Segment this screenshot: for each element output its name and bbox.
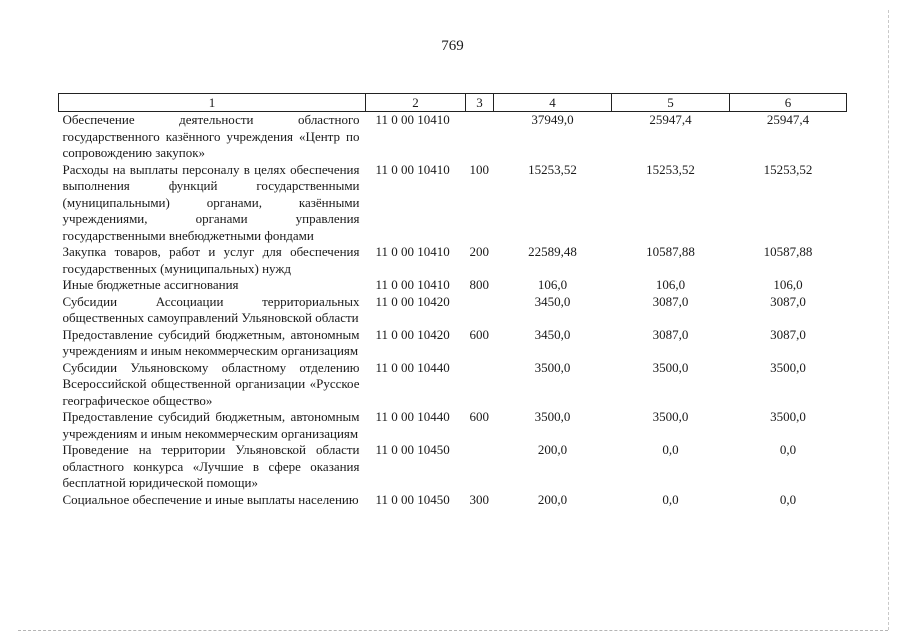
row-value-5: 0,0 xyxy=(662,442,679,457)
row-expense-type xyxy=(466,360,494,410)
row-name: Субсидии Ассоциации территориальных общественных самоуправлений Ульяновской области xyxy=(62,293,360,325)
table-row xyxy=(59,442,847,492)
table-row xyxy=(59,277,847,294)
row-name: Социальное обеспечение и иные выплаты населению xyxy=(62,491,359,507)
row-value-6: 10587,88 xyxy=(763,244,813,259)
table-row xyxy=(59,409,847,442)
budget-table xyxy=(58,93,847,508)
row-value-5: 106,0 xyxy=(655,277,686,292)
row-code: 11 0 00 10410 xyxy=(375,112,450,127)
row-code: 11 0 00 10420 xyxy=(375,293,450,309)
row-name: Расходы на выплаты персоналу в целях обеспечения выполнения функций государственными (муниципальными) органами, казёнными учреждениями, органами управления государственными внебюджетными фондами xyxy=(62,161,360,243)
row-value-6: 0,0 xyxy=(779,442,797,457)
row-value-6: 3500,0 xyxy=(770,359,806,375)
row-value-4: 3450,0 xyxy=(534,293,571,309)
table-row xyxy=(59,360,847,410)
row-value-4: 200,0 xyxy=(537,442,568,457)
table-row xyxy=(59,112,847,162)
table-header xyxy=(59,94,847,112)
row-name: Проведение на территории Ульяновской области областного конкурса «Лучшие в сфере оказания бесплатной юридической помощи» xyxy=(62,442,360,490)
header-col-4: 4 xyxy=(494,94,612,112)
row-name: Обеспечение деятельности областного государственного казённого учреждения «Центр по сопровождению закупок» xyxy=(62,112,360,160)
header-col-2: 2 xyxy=(366,94,466,112)
row-expense-type: 800 xyxy=(469,277,489,292)
row-value-4: 3500,0 xyxy=(534,409,571,424)
row-value-5: 3500,0 xyxy=(652,359,689,375)
row-expense-type: 600 xyxy=(469,409,489,424)
row-code: 11 0 00 10420 xyxy=(375,326,450,342)
header-col-3: 3 xyxy=(466,94,494,112)
row-code: 11 0 00 10410 xyxy=(375,277,450,292)
row-expense-type: 600 xyxy=(469,326,489,342)
row-value-6: 3087,0 xyxy=(770,293,806,309)
row-value-4: 106,0 xyxy=(537,277,568,292)
row-expense-type: 100 xyxy=(469,161,489,177)
row-value-5: 0,0 xyxy=(662,491,679,507)
table-body xyxy=(59,112,847,509)
row-code: 11 0 00 10450 xyxy=(375,491,450,507)
row-expense-type xyxy=(466,294,494,327)
row-expense-type: 300 xyxy=(469,491,489,507)
header-col-1: 1 xyxy=(59,94,366,112)
row-value-6: 3087,0 xyxy=(770,326,806,342)
row-name: Предоставление субсидий бюджетным, автономным учреждениям и иным некоммерческим организациям xyxy=(62,326,360,358)
row-value-5: 3087,0 xyxy=(652,326,689,342)
row-value-5: 3500,0 xyxy=(652,409,689,424)
row-value-6: 15253,52 xyxy=(763,161,813,177)
row-expense-type xyxy=(466,442,494,492)
row-name: Предоставление субсидий бюджетным, автономным учреждениям и иным некоммерческим организациям xyxy=(62,409,360,441)
row-name: Иные бюджетные ассигнования xyxy=(62,277,239,292)
table-row xyxy=(59,294,847,327)
table-row xyxy=(59,492,847,509)
header-col-5: 5 xyxy=(612,94,730,112)
row-code: 11 0 00 10440 xyxy=(375,359,450,375)
page-bottom-line xyxy=(18,630,888,631)
table-row xyxy=(59,162,847,245)
row-expense-type xyxy=(466,112,494,162)
row-value-4: 15253,52 xyxy=(528,161,577,177)
header-col-6: 6 xyxy=(730,94,847,112)
row-value-4: 3450,0 xyxy=(534,326,571,342)
page-number: 769 xyxy=(441,38,464,54)
row-value-6: 3500,0 xyxy=(770,409,806,424)
row-name: Закупка товаров, работ и услуг для обеспечения государственных (муниципальных) нужд xyxy=(62,244,360,276)
row-value-4: 200,0 xyxy=(537,491,568,507)
row-value-6: 0,0 xyxy=(779,491,797,507)
header-row xyxy=(59,94,847,112)
row-code: 11 0 00 10410 xyxy=(375,161,450,177)
row-value-5: 25947,4 xyxy=(649,112,692,127)
row-value-5: 15253,52 xyxy=(646,161,695,177)
page-edge-line xyxy=(888,10,889,630)
row-value-6: 106,0 xyxy=(773,277,803,292)
row-value-4: 3500,0 xyxy=(534,359,571,375)
row-value-5: 10587,88 xyxy=(646,244,695,259)
table-row xyxy=(59,327,847,360)
table-row xyxy=(59,244,847,277)
row-code: 11 0 00 10450 xyxy=(375,442,450,457)
row-value-4: 22589,48 xyxy=(528,244,577,259)
row-value-6: 25947,4 xyxy=(766,112,810,127)
row-code: 11 0 00 10440 xyxy=(375,409,450,424)
row-value-5: 3087,0 xyxy=(652,293,689,309)
row-code: 11 0 00 10410 xyxy=(375,244,450,259)
row-value-4: 37949,0 xyxy=(531,112,574,127)
row-name: Субсидии Ульяновскому областному отделению Всероссийской общественной организации «Русское географическое общество» xyxy=(62,359,360,408)
row-expense-type: 200 xyxy=(469,244,489,259)
